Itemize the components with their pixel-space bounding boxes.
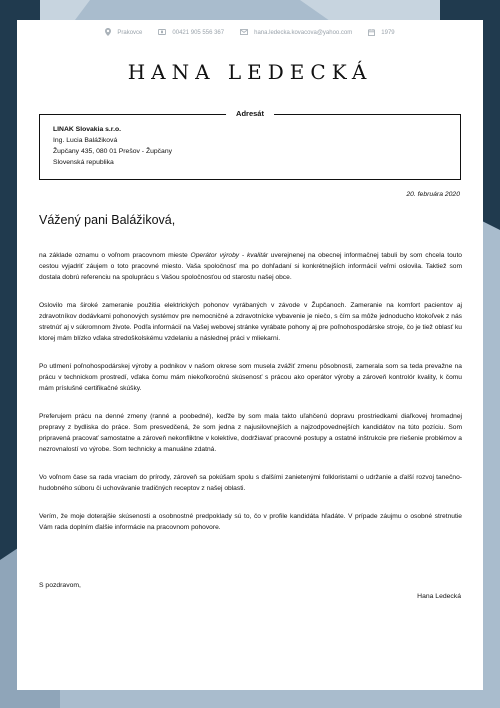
closing: S pozdravom, bbox=[39, 582, 81, 589]
contact-phone bbox=[158, 29, 224, 37]
job-title: Operátor výroby - kvalitár bbox=[190, 252, 268, 259]
salutation: Vážený pani Balážiková, bbox=[39, 213, 176, 227]
contact-location bbox=[105, 28, 142, 38]
contact-birth-year-text: 1979 bbox=[381, 30, 395, 36]
addressee-box bbox=[39, 109, 461, 180]
addressee-person: Ing. Lucia Balážiková bbox=[53, 137, 118, 144]
contact-email-text: hana.ledecka.kovacova@yahoo.com bbox=[254, 30, 353, 36]
addressee-company: LINAK Slovakia s.r.o. bbox=[53, 126, 121, 133]
sender-name: HANA LEDECKÁ bbox=[127, 60, 373, 84]
contact-location-text: Prakovce bbox=[117, 30, 143, 36]
contact-phone-text: 00421 905 556 367 bbox=[172, 30, 225, 36]
contact-bar bbox=[17, 28, 483, 38]
letter-body bbox=[39, 250, 462, 545]
mail-icon bbox=[240, 29, 248, 37]
phone-icon bbox=[158, 29, 166, 37]
contact-email bbox=[240, 29, 352, 37]
letter-date: 20. februára 2020 bbox=[406, 191, 460, 198]
paragraph-4: Preferujem prácu na denné zmeny (ranné a poobedné), keďže by som mala takto uľahčenú dopravu prostriedkami diaľkovej hromadnej prepravy z bydliska do práce. Som presvedčená, že som jedna z najusilovnejších a najzodpovednejších kandidátov na túto pozíciu. Som pripravená pracovať samostatne a zároveň nekonfliktne v kolektíve, dodržiavať pracovné postupy a ostatné inštrukcie pre riešenie problémov a nezrovnalostí vo výrobe. Som technicky a manuálne zdatná. bbox=[39, 413, 462, 453]
contact-birth-year bbox=[368, 29, 394, 38]
addressee-street: Župčany 435, 080 01 Prešov - Župčany bbox=[53, 148, 173, 155]
paragraph-2: Oslovilo ma široké zameranie použitia elektrických pohonov vyrábaných v závode v Župčanoch. Zameranie na komfort pacientov aj zdravotníkov dodávkami pohonových systémov pre nemocničné a zdravotnícke vybavenie je niečo, s čím sa môže jednoducho ktokoľvek z nás stretnúť aj v súkromnom živote. Podľa informácií na Vašej webovej stránke vyrábate pohony aj pre poľnohospodárske stroje, čo je tiež oblasť ku ktorej mám blízko vďaka stredoškolskému vzdelaniu a následnej práci v mliekarni. bbox=[39, 302, 462, 342]
paragraph-6: Verím, že moje doterajšie skúsenosti a osobnostné predpoklady sú to, čo v profile kandidáta hľadáte. V prípade záujmu o osobné stretnutie Vám rada doplním ďalšie informácie na pracovnom pohovore. bbox=[39, 513, 462, 531]
paragraph-1-end: uverejnenej na obecnej informačnej tabuli by som chcela touto cestou vyjadriť záujem o toto pracovné miesto. Vaša spoločnosť ma po dohľadaní si konkrétnejších informácií veľmi oslovila. Taktiež som dostala dobrú referenciu na spoluprácu s Vašou spoločnosťou od starostu našej obce. bbox=[39, 252, 463, 281]
calendar-icon bbox=[368, 29, 375, 38]
signature: Hana Ledecká bbox=[417, 593, 461, 600]
location-pin-icon bbox=[105, 28, 111, 38]
paragraph-1 bbox=[39, 250, 462, 283]
letter-page bbox=[17, 20, 483, 690]
addressee-country: Slovenská republika bbox=[53, 159, 114, 166]
paragraph-3: Po utlmení poľnohospodárskej výroby a podnikov v našom okrese som musela zvážiť zmenu pôsobnosti, zamerala som sa teda prevažne na prácu v technickom prostredí, vďaka čomu mám niekoľkoročnú skúsenosť s prácou ako operátor výroby a zároveň kontrolór kvality, k čomu mám príslušné certifikačné skúšky. bbox=[39, 363, 462, 392]
paragraph-1-start: na základe oznamu o voľnom pracovnom mieste bbox=[39, 252, 191, 259]
addressee-label: Adresát bbox=[226, 109, 274, 118]
addressee-lines bbox=[53, 124, 172, 168]
paragraph-5: Vo voľnom čase sa rada vraciam do prírody, zároveň sa pokúšam spolu s ďalšími zanietenými folkloristami o udržanie a ďalší rozvoj tanečno-hudobného súboru či uchovávanie tradičných receptov z našej oblasti. bbox=[39, 474, 462, 492]
